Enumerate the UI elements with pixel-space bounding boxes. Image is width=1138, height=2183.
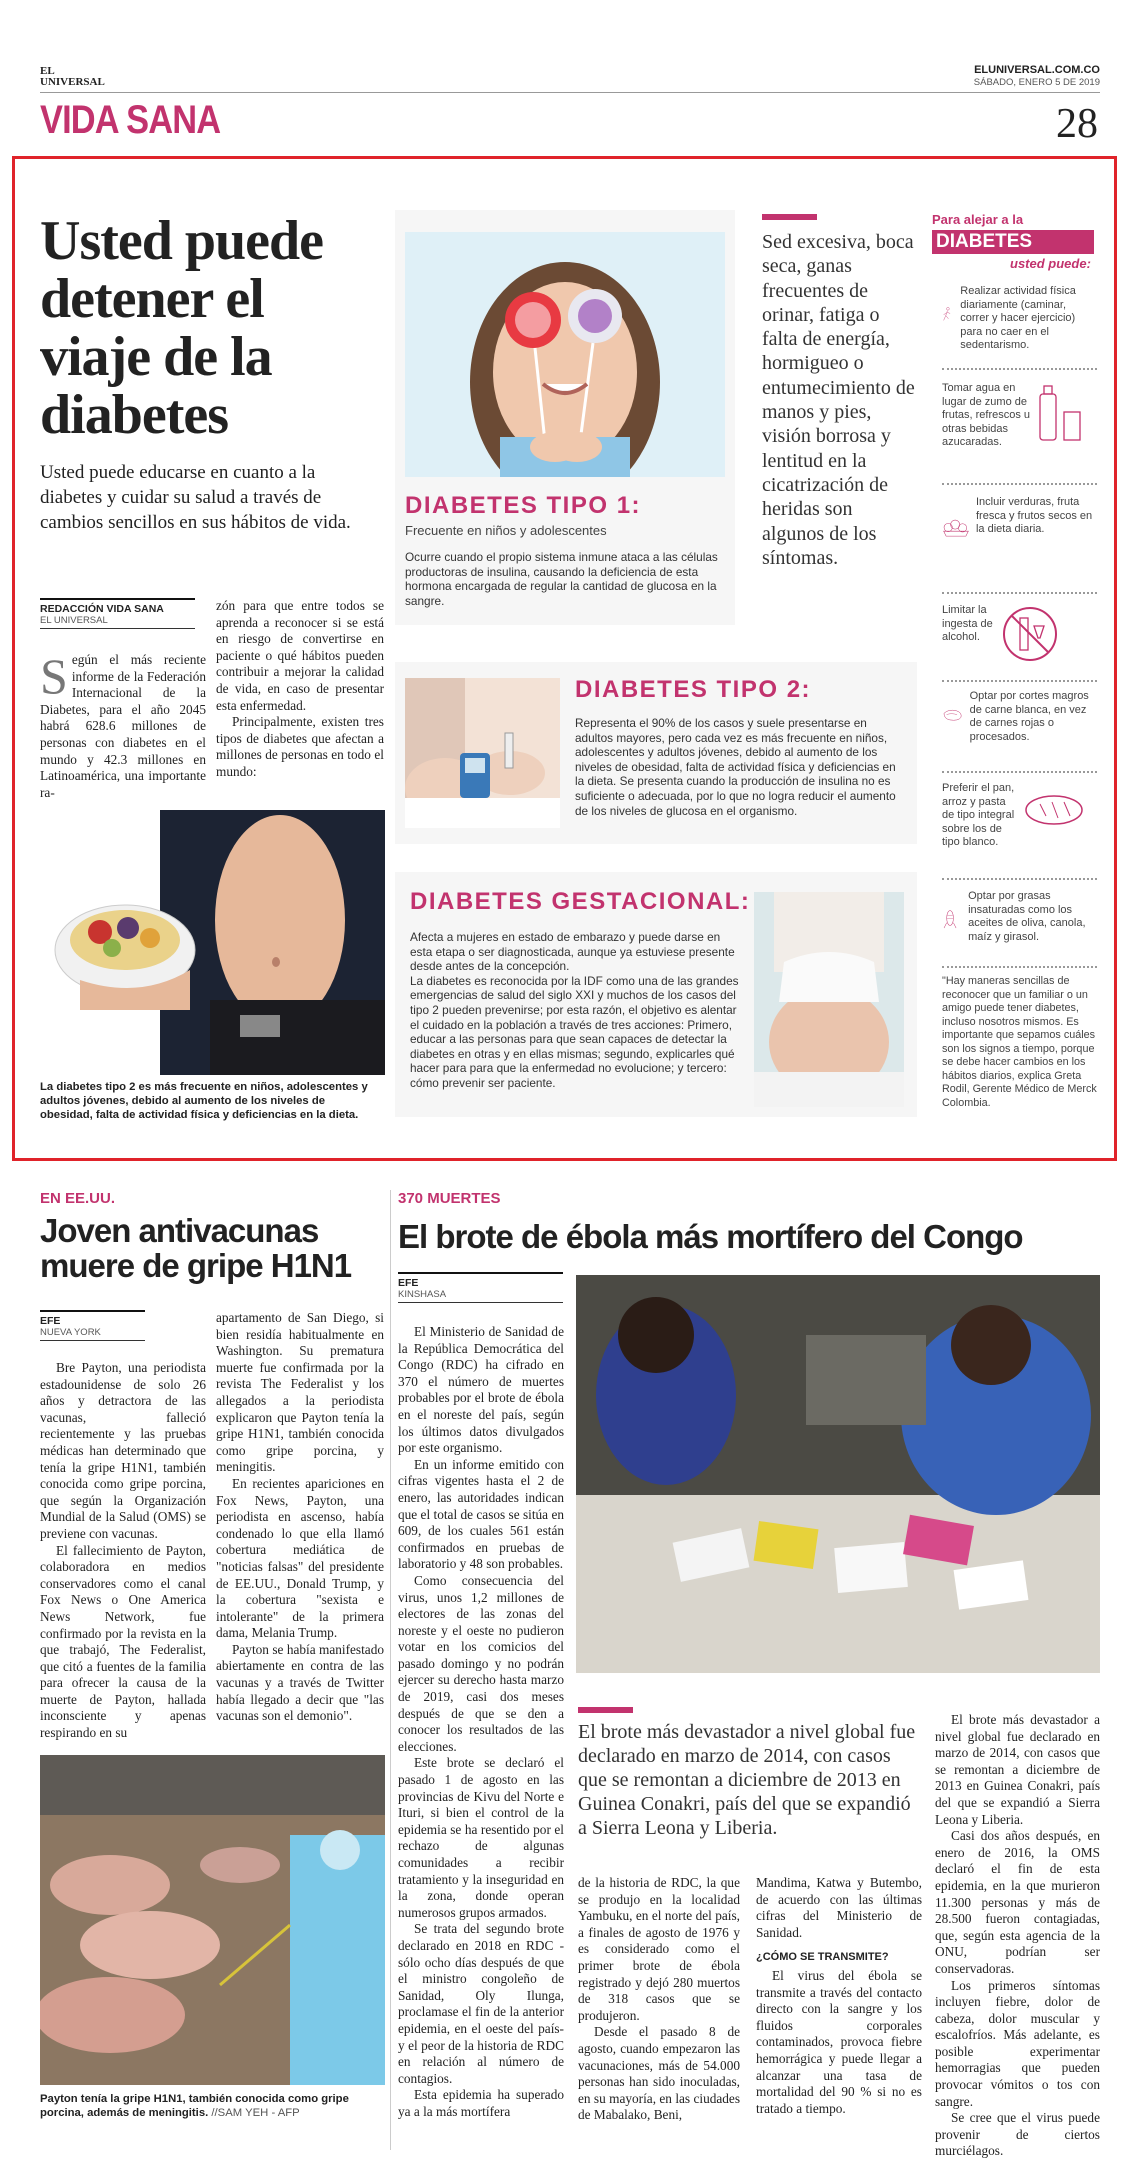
divider <box>942 771 1097 773</box>
tip-unsaturated-fats <box>942 890 1097 965</box>
divider <box>942 368 1097 370</box>
type2-text: Representa el 90% de los casos y suele presentarse en adultos mayores, pero cada vez es más frecuente en niños, adolescentes y adultos jóvenes, debido al aumento de los niveles de obesidad, falta de actividad física y deficiencias en la dieta. Se presenta cuando la producción de insulina no es suficiente o adecuada, por lo que no logra reducir el aumento de los niveles de glucosa en el organismo. <box>575 716 896 818</box>
caption-text: Payton tenía la gripe H1N1, también conocida como gripe porcina, además de meningitis. <box>40 2093 349 2119</box>
story1-dateline: NUEVA YORK <box>40 1327 145 1341</box>
tip-whole-grain <box>942 782 1097 872</box>
fruit-basket-icon <box>942 496 970 554</box>
story1-headline: Joven antivacunas muere de gripe H1N1 <box>40 1212 352 1284</box>
page-number: 28 <box>1056 101 1098 147</box>
belly-photo <box>40 810 385 1075</box>
story2-agency: EFE <box>398 1272 563 1289</box>
story2-paragraph: En un informe emitido con cifras vigentes hasta el 2 de enero, las autoridades indican que el total de casos se sitúa en 609, de los cuales 561 están confirmados en pruebas de laboratorio y 48 son probables. <box>398 1456 564 1572</box>
divider <box>942 966 1097 968</box>
story1-paragraph: En recientes apariciones en Fox News, Payton, una periodista en ascenso, había condenado lo que ella llamó cobertura mediática de "noticias falsas" del presidente de EE.UU., Donald Trump, y la cobertura "sexista e intolerante" de la primera dama, Melania Trump. <box>216 1475 384 1641</box>
divider <box>942 592 1097 594</box>
story2-pullquote-rule <box>578 1707 633 1713</box>
story2-paragraph: Como consecuencia del virus, unos 1,2 millones de electores de las zonas del noreste y el oeste no pudieron votar en los comicios del pasado domingo y no podrán ejercer su derecho hasta marzo de 2019, casi dos meses después de que se den a conocer los resultados de las elecciones. <box>398 1572 564 1754</box>
feature-dek: Usted puede educarse en cuanto a la diabetes y cuidar su salud a través de cambios sencillos en sus hábitos de vida. <box>40 462 351 533</box>
story2-column-3 <box>756 1875 922 2117</box>
story1-agency: EFE <box>40 1310 145 1327</box>
story1-paragraph: El fallecimiento de Payton, colaboradora en medios conservadores como el canal Fox News o One America News Network, fue confirmado por la revista en la que trabajó, The Federalist, que citó a fuentes de la familia para ofrecer la causa de la muerte de Payton, hallada inconsciente y apenas respirando en su <box>40 1542 206 1741</box>
gestational-paragraph: Afecta a mujeres en estado de embarazo y puede darse en esta etapa o ser diagnosticada, aunque ya estuviese presente desde antes de la concepción. <box>410 930 735 974</box>
sidebar-kicker: Para alejar a la <box>932 212 1024 227</box>
story2-paragraph: Casi dos años después, en enero de 2016, la OMS declaró el fin de esta epidemia, en la que murieron 11.300 personas y más de 28.500 fueron contagiadas, que, según esta agencia de la ONU, podrían ser conservadoras. <box>935 1828 1100 1976</box>
tip-alcohol <box>942 604 1097 674</box>
story2-paragraph: Se trata del segundo brote declarado en 2018 en RDC - sólo ocho días después de que el ministro congoleño de Sanidad, Oly Ilunga, proclamase el fin de la anterior epidemia, en el oeste del país- y el peor de la historia de RDC en relación al número de contagios. <box>398 1921 564 2086</box>
masthead <box>40 62 1100 93</box>
tip-vegetables <box>942 496 1097 586</box>
tip-text: Tomar agua en lugar de zumo de frutas, refrescos u otras bebidas azucaradas. <box>942 382 1031 448</box>
story2-paragraph: Los primeros síntomas incluyen fiebre, dolor de cabeza, dolor muscular y escalofríos. Más adelante, es posible experimentar hemorragias que pueden provocar vómitos o tos con sangre. <box>935 1977 1100 2109</box>
divider <box>942 878 1097 880</box>
glucose-test-photo <box>405 678 560 828</box>
runner-icon <box>942 285 952 345</box>
tip-text: Optar por grasas insaturadas como los aceites de oliva, canola, maíz y girasol. <box>968 890 1086 943</box>
story2-kicker: 370 MUERTES <box>398 1190 501 1207</box>
gestational-text <box>410 930 745 1091</box>
story2-paragraph: El Ministerio de Sanidad de la República Democrática del Congo (RDC) ha cifrado en 370 el número de muertes probables por el brote de ébola en el noreste del país, según los últimos datos divulgados por este organismo. <box>398 1324 564 1456</box>
story2-paragraph: Desde el pasado 8 de agosto, cuando empezaron las vacunaciones, más de 54.000 personas han sido inoculadas, en su mayoría, en las ciudades de Mabalako, Beni, <box>578 2024 740 2123</box>
pregnant-woman-photo <box>754 892 904 1107</box>
story2-paragraph: Esta epidemia ha superado ya a la más mortífera <box>398 2087 564 2119</box>
feature-col2-paragraph: zón para que entre todos se aprenda a reconocer si se está en riesgo de convertirse en paciente o qué hábitos pueden contribuir a mejorar la calidad de vida, en caso de presentar esta enfermedad. <box>216 598 384 713</box>
story2-paragraph: El brote más devastador a nivel global fue declarado en marzo de 2014, con casos que se remontan a diciembre de 2013 en Guinea Conakri, país del que se expandió a Sierra Leona y Liberia. <box>935 1712 1100 1827</box>
ebola-photo <box>576 1275 1100 1673</box>
feature-column-2 <box>216 598 384 781</box>
story1-paragraph: apartamento de San Diego, si bien residía habitualmente en Washington. Su prematura muerte fue confirmada por la revista The Federalist y los allegados a la periodista explicaron que Payton tenía la gripe H1N1, también conocida como gripe porcina, y meningitis. <box>216 1310 384 1475</box>
story2-column-4 <box>935 1712 1100 2160</box>
logo-line-2: UNIVERSAL <box>40 76 105 88</box>
sidebar-title: DIABETES <box>932 230 1094 254</box>
tip-text: Realizar actividad física diariamente (caminar, correr y hacer ejercicio) para no caer en el sedentarismo. <box>960 285 1076 351</box>
story2-byline <box>398 1272 563 1303</box>
tip-lean-meat <box>942 690 1097 770</box>
tip-water <box>942 382 1097 477</box>
tip-text: Incluir verduras, fruta fresca y frutos secos en la dieta diaria. <box>975 496 1093 535</box>
type1-title: DIABETES TIPO 1: <box>405 492 642 519</box>
story2-subhead: ¿CÓMO SE TRANSMITE? <box>756 1951 889 1964</box>
type2-title: DIABETES TIPO 2: <box>575 676 812 703</box>
story1-byline <box>40 1310 145 1341</box>
photo-credit: //SAM YEH - AFP <box>211 2107 300 2119</box>
story2-paragraph: de la historia de RDC, la que se produjo en la localidad Yambuku, en el norte del país, a finales de agosto de 1976 y es considerado como el primer brote de ébola registrado y dejó 280 muertos de 318 casos que se produjeron. <box>578 1875 740 2023</box>
dropcap: S <box>40 648 68 704</box>
story1-paragraph: Payton se había manifestado abiertamente en contra de las vacunas y a través de Twitter había llegado a decir que "las vacunas son el demonio". <box>216 1641 384 1724</box>
story2-pullquote: El brote más devastador a nivel global fue declarado en marzo de 2014, con casos que se remontan a diciembre de 2013 en Guinea Conakri, país del que se expandió a Sierra Leona y Liberia. <box>578 1721 916 1839</box>
feature-headline: Usted puede detener el viaje de la diabetes <box>40 210 324 446</box>
byline-org: EL UNIVERSAL <box>40 615 108 626</box>
story1-paragraph: Bre Payton, una periodista estadounidense de solo 26 años y detractora de las vacunas, falleció recientemente y las pruebas médicas han determinado que tenía la gripe H1N1, también conocida como gripe porcina, que según la Organización Mundial de la Salud (OMS) se previene con vacunas. <box>40 1360 206 1541</box>
pullquote: Sed excesiva, boca seca, ganas frecuentes de orinar, fatiga o falta de energía, hormigueo o entumecimiento de manos y pies, visión borrosa y lentitud en la cicatrización de heridas son algunos de los síntomas. <box>762 231 915 569</box>
byline <box>40 598 195 629</box>
gestational-title: DIABETES GESTACIONAL: <box>410 888 751 915</box>
corn-icon <box>942 890 958 948</box>
feature-column-1 <box>40 648 206 801</box>
story2-paragraph: Mandima, Katwa y Butembo, de acuerdo con las últimas cifras del Ministerio de Sanidad. <box>756 1875 922 1940</box>
logo-line-1: EL <box>40 65 55 77</box>
pullquote-rule <box>762 214 817 220</box>
sidebar-subtitle: usted puede: <box>1010 256 1091 271</box>
story1-column-2 <box>216 1310 384 1725</box>
issue-date: SÁBADO, ENERO 5 DE 2019 <box>973 77 1100 88</box>
gestational-paragraph: La diabetes es reconocida por la IDF como una de las grandes emergencias de salud del siglo XXI y muchos de los casos del tipo 2 pueden prevenirse; por esta razón, el objetivo es alentar el cuidado en la población a través de tres acciones: Primero, educar a las personas para que sean capaces de detectar la diabetes en otras y en ellas mismas; segundo, explicarles qué hacer para para que la enfermedad no evolucione; y tercero: cómo prevenir ser paciente. <box>410 973 739 1090</box>
bread-icon <box>1020 782 1086 837</box>
pig-farm-photo <box>40 1755 385 2085</box>
story2-paragraph: El virus del ébola se transmite a través del contacto directo con la sangre y los fluidos corporales contaminados, provoca fiebre hemorrágica y puede llegar a alcanzar una tasa de mortalidad del 90 % si no es tratado a tiempo. <box>756 1967 922 2116</box>
story2-dateline: KINSHASA <box>398 1289 563 1303</box>
bottle-icon <box>1032 382 1087 442</box>
tip-exercise <box>942 285 1097 365</box>
byline-author: REDACCIÓN VIDA SANA <box>40 598 195 615</box>
site-url[interactable]: ELUNIVERSAL.COM.CO <box>974 64 1100 76</box>
expert-quote: "Hay maneras sencillas de reconocer que un familiar o un amigo puede tener diabetes, incluso nosotros mismos. Es importante que sepamos cuáles son los signos a tiempo, porque se debe hacer cambios en los hábitos diarios, explica Greta Rodil, Gerente Médico de Merck Colombia. <box>942 975 1097 1109</box>
divider <box>942 483 1097 485</box>
tip-text: Preferir el pan, arroz y pasta de tipo integral sobre los de tipo blanco. <box>942 782 1015 848</box>
newspaper-logo <box>40 66 105 88</box>
type1-subtitle: Frecuente en niños y adolescentes <box>405 523 607 538</box>
feature-col2-paragraph: Principalmente, existen tres tipos de diabetes que afectan a millones de personas en todo el mundo: <box>216 714 384 779</box>
divider <box>942 680 1097 682</box>
story1-kicker: EN EE.UU. <box>40 1190 116 1207</box>
story2-headline: El brote de ébola más mortífero del Congo <box>398 1218 1023 1255</box>
section-title: VIDA SANA <box>40 98 221 142</box>
story2-paragraph: Se cree que el virus puede provenir de ciertos murciélagos. <box>935 2110 1100 2159</box>
meat-icon <box>942 690 964 740</box>
story2-column-2 <box>578 1875 740 2124</box>
photo-caption: La diabetes tipo 2 es más frecuente en niños, adolescentes y adultos jóvenes, debido al aumento de los niveles de obesidad, falta de actividad física y deficiencias en la dieta. <box>40 1081 368 1121</box>
no-alcohol-icon <box>1000 604 1060 664</box>
story1-column-1 <box>40 1360 206 1742</box>
tip-text: Limitar la ingesta de alcohol. <box>942 604 993 643</box>
column-divider <box>390 1190 391 2150</box>
story2-paragraph: Este brote se declaró el pasado 1 de agosto en las provincias de Kivu del Norte e Ituri, si bien el control de la epidemia se ha resentido por el rechazo de algunas comunidades a recibir tratamiento y la inseguridad en la zona, donde operan numerosos grupos armados. <box>398 1755 564 1920</box>
story1-caption <box>40 2092 385 2120</box>
tip-text: Optar por cortes magros de carne blanca, en vez de carnes rojas o procesados. <box>969 690 1089 743</box>
type1-text: Ocurre cuando el propio sistema inmune ataca a las células productoras de insulina, causando la deficiencia de esta hormona encargada de regular la cantidad de glucosa en la sangre. <box>405 550 718 608</box>
feature-col1-text: egún el más reciente informe de la Federación Internacional de la Diabetes, para el año 2045 habrá 628.6 millones de personas con diabetes en el mundo y 42.3 millones en Latinoamérica, una importante ra- <box>40 652 206 800</box>
story2-column-1 <box>398 1324 564 2121</box>
girl-lollipop-photo <box>405 232 725 477</box>
